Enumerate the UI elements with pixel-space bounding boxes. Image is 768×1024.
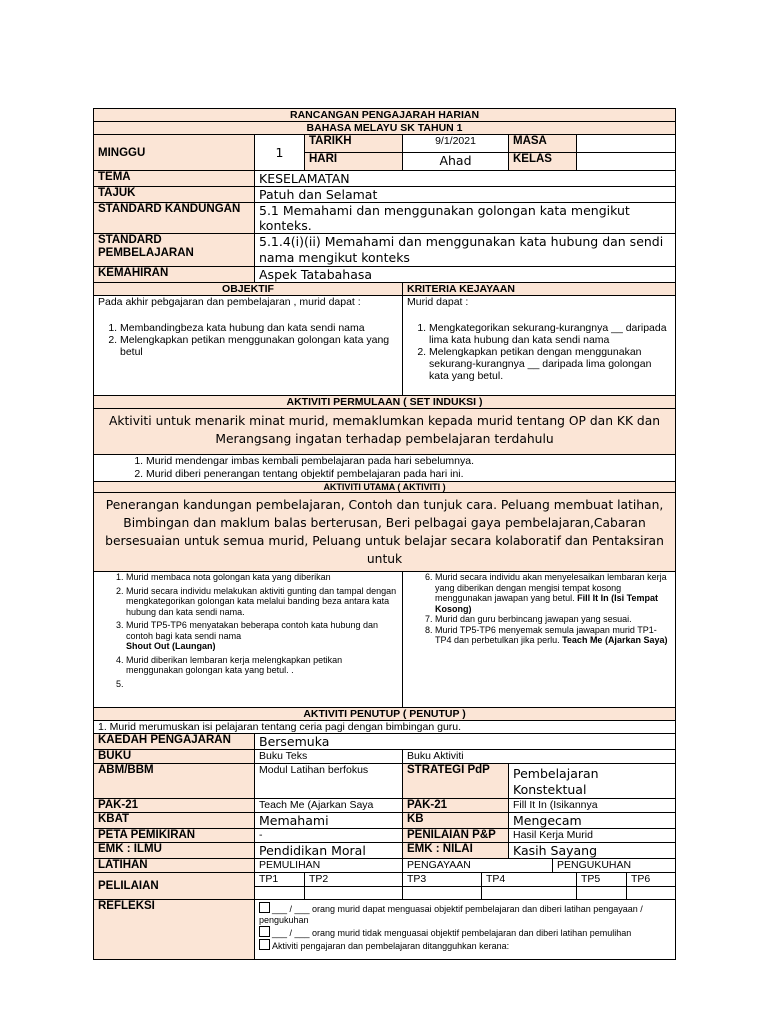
refleksi-text-1: ___ / ___ orang murid dapat menguasai objektif pembelajaran dan diberi latihan pengayaan / pengukuhan [259,904,643,925]
emk-ilmu-label: EMK : ILMU [94,843,255,859]
standard-pembelajaran-value: 5.1.4(i)(ii) Memahami dan menggunakan kata hubung dan sendi nama mengikut konteks [255,234,676,267]
hari-label: HARI [305,153,403,171]
minggu-value: 1 [255,135,305,171]
buku-label: BUKU [94,750,255,764]
kb-label: KB [403,813,509,829]
tema-value: KESELAMATAN [255,171,676,187]
masa-label: MASA [509,135,577,153]
checkbox-icon[interactable] [259,926,270,937]
list-item: 7. Murid dan guru berbincang jawapan yang sesuai. [435,614,671,625]
standard-kandungan-value: 5.1 Memahami dan menggunakan golongan kata mengikut konteks. [255,203,676,234]
tp1-cell: TP1 [255,873,305,887]
kelas-value [577,153,676,171]
tp3-cell: TP3 [403,873,482,887]
utama-intro: Penerangan kandungan pembelajaran, Contoh dan tunjuk cara. Peluang membuat latihan, Bimbingan dan maklum balas berterusan, Beri pelbagai gaya pembelajaran,Cabaran bersesuaian untuk semua murid, Peluang untuk belajar secara kolaboratif dan Pentaksiran untuk [94,493,676,572]
refleksi-line-2 [259,926,671,939]
kriteria-intro: Murid dapat : [407,296,469,308]
utama-left-cell [94,572,403,708]
list-item: 1. Mengkategorikan sekurang-kurangnya __ daripada lima kata hubung dan kata sendi nama [429,322,671,346]
objektif-intro: Pada akhir pebgajaran dan pembelajaran , murid dapat : [98,296,361,308]
tp3-mark[interactable] [403,887,482,900]
objektif-heading: OBJEKTIF [94,283,403,296]
tp6-cell: TP6 [627,873,676,887]
buku-value-1: Buku Teks [255,750,403,764]
list-item: 4. Murid diberikan lembaran kerja melengkapkan petikan menggunakan golongan kata yang betul. . [126,655,398,676]
list-item-bold: Shout Out (Laungan) [126,641,216,651]
permulaan-intro: Aktiviti untuk menarik minat murid, memaklumkan kepada murid tentang OP dan KK dan Merangsang ingatan terhadap pembelajaran terdahulu [94,409,676,455]
pak21-label: PAK-21 [94,799,255,813]
kelas-label: KELAS [509,153,577,171]
list-item [435,625,671,646]
kb-value: Mengecam [509,813,676,829]
kriteria-list [407,322,671,382]
page-title: RANCANGAN PENGAJARAH HARIAN [94,109,676,122]
objektif-list [98,322,398,358]
peta-value: - [255,829,403,843]
list-item: 2. Melengkapkan petikan dengan menggunakan sekurang-kurangnya __ daripada lima golongan kata yang betul. [429,346,671,382]
peta-label: PETA PEMIKIRAN [94,829,255,843]
emk-ilmu-value: Pendidikan Moral [255,843,403,859]
list-item-bold: Teach Me (Ajarkan Saya) [562,635,668,645]
tp5-mark[interactable] [577,887,627,900]
pak21-label-2: PAK-21 [403,799,509,813]
list-item: 2. Murid secara individu melakukan aktiviti gunting dan tampal dengan mengkategorikan golongan kata melalui banding beza antara kata hubung dan kata sendi nama. [126,586,398,618]
minggu-label: MINGGU [94,135,255,171]
list-item: 1. Murid membaca nota golongan kata yang diberikan [126,572,398,583]
standard-pembelajaran-label: STANDARD PEMBELAJARAN [94,234,255,267]
list-item: 1. Murid mendengar imbas kembali pembelajaran pada hari sebelumnya. [146,455,671,468]
refleksi-text-2: ___ / ___ orang murid tidak menguasai objektif pembelajaran dan diberi latihan pemulihan [272,928,632,938]
list-item: 1. Membandingbeza kata hubung dan kata sendi nama [120,322,398,334]
tp6-mark[interactable] [627,887,676,900]
permulaan-heading: AKTIVITI PERMULAAN ( SET INDUKSI ) [94,396,676,409]
refleksi-line-1 [259,902,671,926]
list-item-text: Murid secara individu akan menyelesaikan lembaran kerja yang diberikan dengan mengisi tempat kosong menggunakan jawapan yang betul. [435,572,667,603]
list-item [126,620,398,652]
kaedah-label: KAEDAH PENGAJARAN [94,734,255,750]
emk-nilai-value: Kasih Sayang [509,843,676,859]
kbat-value: Memahami [255,813,403,829]
hari-value: Ahad [403,153,509,171]
tp4-cell: TP4 [482,873,577,887]
tp2-mark[interactable] [305,887,403,900]
penilaian-value: Hasil Kerja Murid [509,829,676,843]
refleksi-cell [255,900,676,960]
pak21-value-2: Fill It In (Isikannya [509,799,676,813]
list-item: 2. Murid diberi penerangan tentang objektif pembelajaran pada hari ini. [146,468,671,481]
lesson-plan-sheet [93,108,675,960]
latihan-pengayaan: PENGAYAAN [403,859,553,873]
tajuk-value: Patuh dan Selamat [255,187,676,203]
refleksi-line-3 [259,939,671,952]
permulaan-list [124,455,671,481]
latihan-pemulihan: PEMULIHAN [255,859,403,873]
strategi-label: STRATEGI PdP [403,764,509,799]
kaedah-value: Bersemuka [255,734,676,750]
abm-value: Modul Latihan berfokus [255,764,403,799]
tp2-cell: TP2 [305,873,403,887]
checkbox-icon[interactable] [259,902,270,913]
refleksi-text-3: Aktiviti pengajaran dan pembelajaran ditangguhkan kerana: [272,941,510,951]
list-item [435,572,671,614]
tajuk-label: TAJUK [94,187,255,203]
tp1-mark[interactable] [255,887,305,900]
tema-label: TEMA [94,171,255,187]
checkbox-icon[interactable] [259,939,270,950]
list-item: 2. Melengkapkan petikan menggunakan golongan kata yang betul [120,334,398,358]
tarikh-value: 9/1/2021 [403,135,509,153]
buku-value-2: Buku Aktiviti [403,750,676,764]
kemahiran-label: KEMAHIRAN [94,267,255,283]
list-item-text: Murid TP5-TP6 menyemak semula jawapan murid TP1-TP4 dan perbetulkan jika perlu. [435,624,657,645]
utama-right-list [413,572,671,646]
standard-kandungan-label: STANDARD KANDUNGAN [94,203,255,234]
pelilaian-label: PELILAIAN [94,873,255,900]
utama-left-list [104,572,398,689]
page-subtitle: BAHASA MELAYU SK TAHUN 1 [94,122,676,135]
utama-right-cell [403,572,676,708]
penutup-heading: AKTIVITI PENUTUP ( PENUTUP ) [94,708,676,721]
refleksi-label: REFLEKSI [94,900,255,960]
permulaan-cell [94,455,676,482]
list-item [126,679,398,690]
kriteria-cell [403,296,676,396]
latihan-label: LATIHAN [94,859,255,873]
abm-label: ABM/BBM [94,764,255,799]
masa-value [577,135,676,153]
lesson-plan-table [93,108,676,960]
list-item-bold: Fill It In (Isi Tempat Kosong) [435,593,658,614]
tp4-mark[interactable] [482,887,577,900]
kriteria-heading: KRITERIA KEJAYAAN [403,283,676,296]
kbat-label: KBAT [94,813,255,829]
objektif-cell [94,296,403,396]
tarikh-label: TARIKH [305,135,403,153]
pak21-value: Teach Me (Ajarkan Saya [255,799,403,813]
strategi-value: Pembelajaran Konstektual [509,764,676,799]
tp5-cell: TP5 [577,873,627,887]
latihan-pengukuhan: PENGUKUHAN [553,859,676,873]
penutup-text: 1. Murid merumuskan isi pelajaran tentang ceria pagi dengan bimbingan guru. [94,721,676,734]
list-item-text: Murid TP5-TP6 menyatakan beberapa contoh kata hubung dan contoh bagi kata sendi nama [126,620,378,641]
emk-nilai-label: EMK : NILAI [403,843,509,859]
utama-heading: AKTIVITI UTAMA ( AKTIVITI ) [94,482,676,493]
penilaian-label: PENILAIAN P&P [403,829,509,843]
kemahiran-value: Aspek Tatabahasa [255,267,676,283]
